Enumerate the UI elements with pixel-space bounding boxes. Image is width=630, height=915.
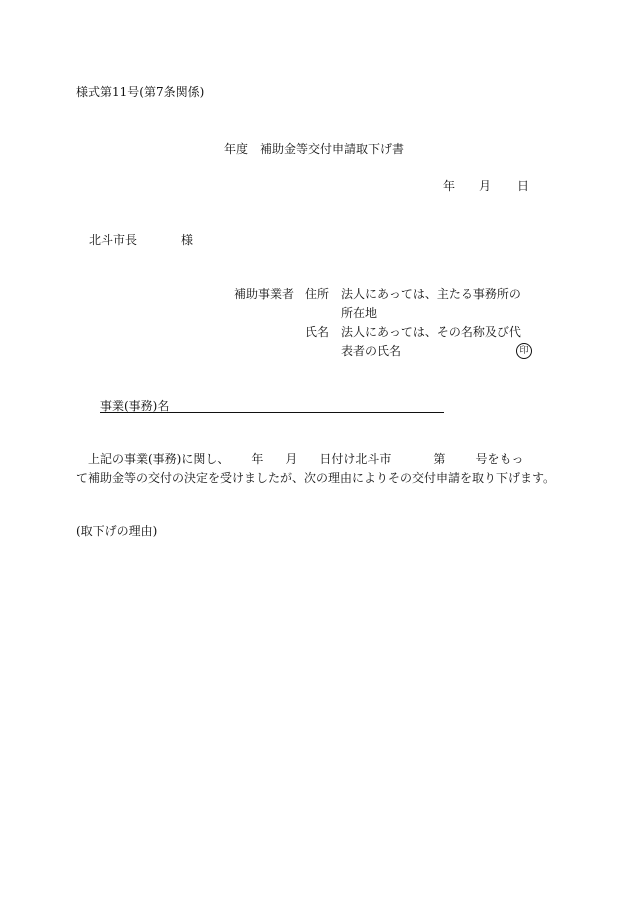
date-day-label: 日 — [517, 179, 530, 193]
addressee-name: 北斗市長 — [89, 233, 138, 247]
address-note-line2: 所在地 — [341, 306, 378, 320]
addressee — [89, 232, 193, 248]
name-note-line1: 法人にあっては、その名称及び代 — [341, 325, 521, 339]
date-month-label: 月 — [479, 179, 492, 193]
applicant-label: 補助事業者 — [234, 287, 295, 301]
address-note-line1: 法人にあっては、主たる事務所の — [341, 287, 521, 301]
body-text-line2: て補助金等の交付の決定を受けましたが、次の理由によりその交付申請を取り下げます。 — [76, 471, 556, 485]
body-part-b: 日付け北斗市 — [319, 452, 392, 466]
date-line — [443, 178, 529, 194]
project-name-underline — [100, 412, 444, 413]
addressee-honorific: 様 — [181, 233, 194, 247]
form-number: 様式第11号(第7条関係) — [76, 85, 205, 99]
body-month-label: 月 — [285, 452, 298, 466]
name-note-line2: 表者の氏名 — [341, 344, 402, 358]
reason-heading: (取下げの理由) — [76, 524, 158, 538]
title-main: 補助金等交付申請取下げ書 — [260, 142, 405, 156]
title-fiscal-year: 年度 — [224, 142, 249, 156]
body-part-a: 上記の事業(事務)に関し、 — [88, 452, 230, 466]
body-part-c: 号をもっ — [475, 452, 524, 466]
name-label: 氏名 — [305, 325, 330, 339]
body-number-label: 第 — [433, 452, 446, 466]
body-text-line1 — [88, 451, 523, 467]
date-year-label: 年 — [443, 179, 456, 193]
body-year-label: 年 — [251, 452, 264, 466]
seal-icon: 印 — [516, 343, 532, 359]
document-title — [224, 141, 404, 157]
project-name-label: 事業(事務)名 — [100, 399, 170, 413]
address-label: 住所 — [305, 287, 330, 301]
